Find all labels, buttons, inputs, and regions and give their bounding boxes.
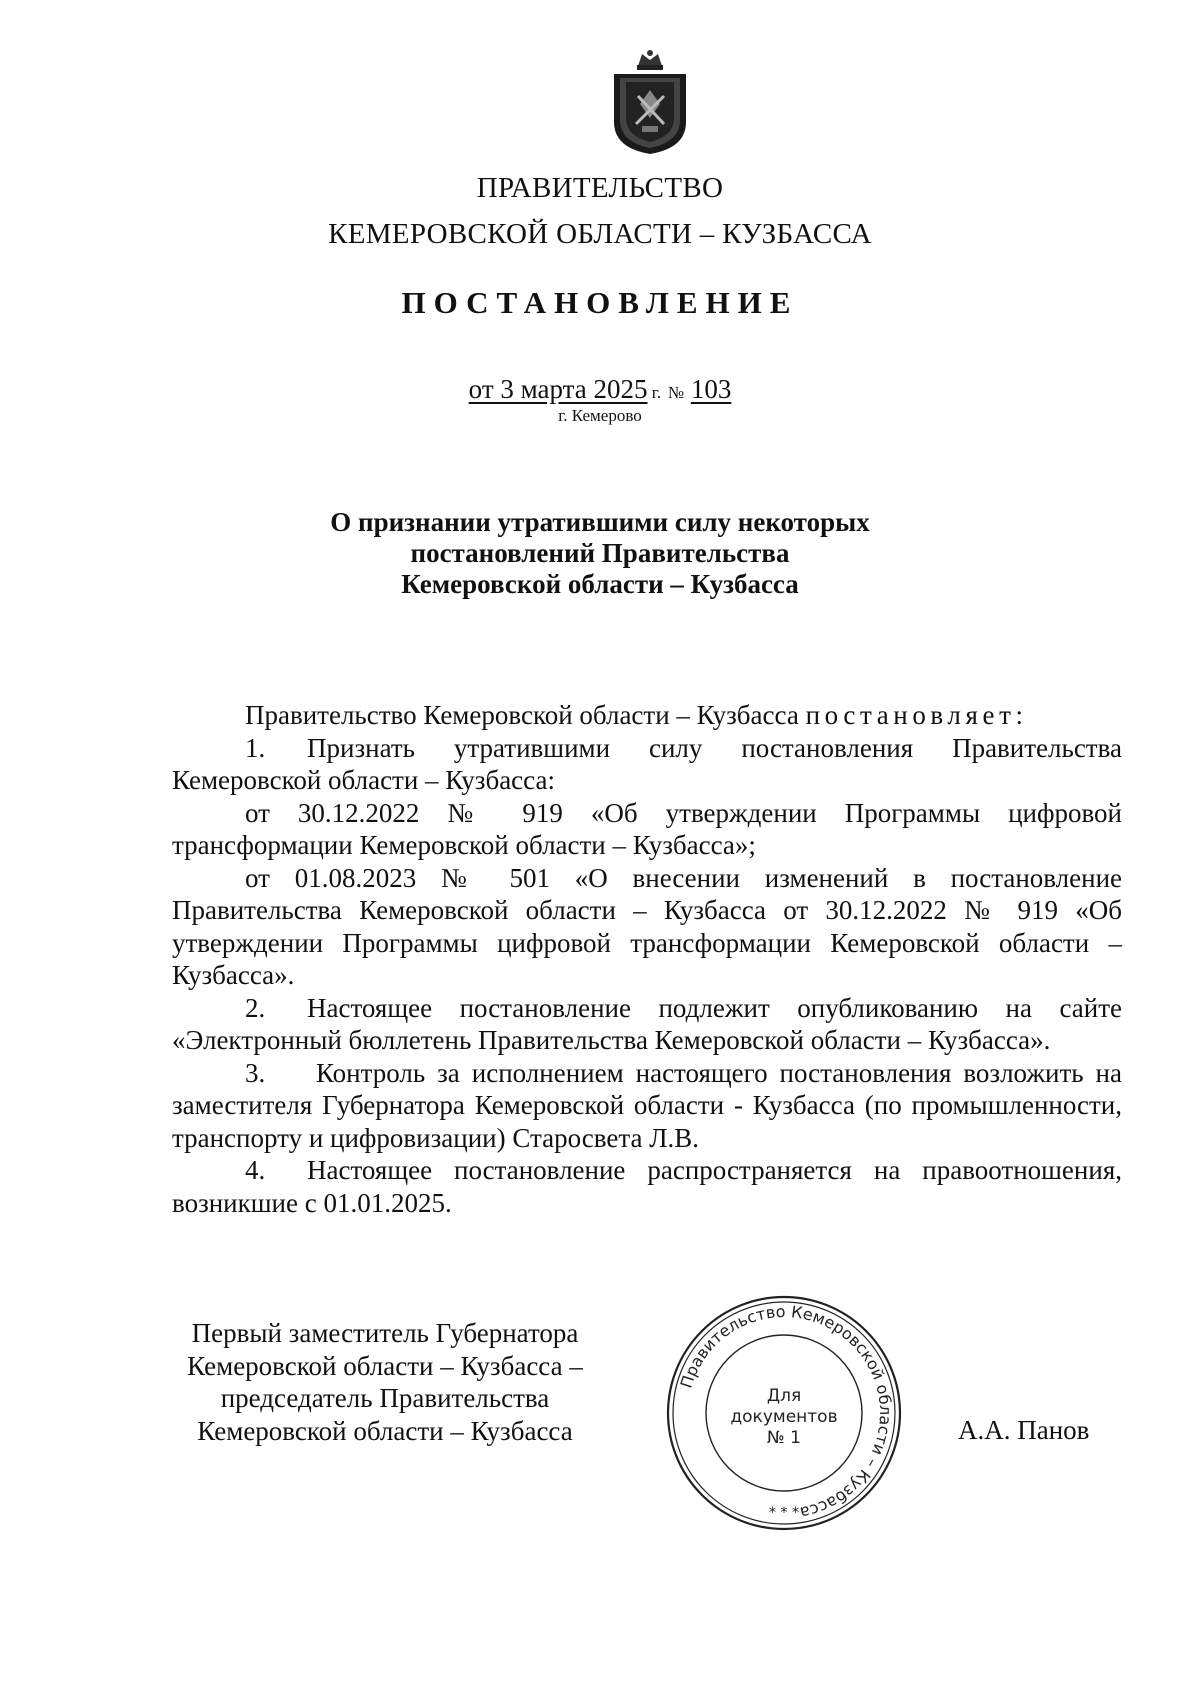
- number-sign: №: [667, 383, 685, 402]
- signatory-title: [160, 1317, 610, 1447]
- org-name-line2: КЕМЕРОВСКОЙ ОБЛАСТИ – КУЗБАССА: [328, 218, 872, 250]
- item-4: 4. Настоящее постановление распространяется на правоотношения, возникшие с 01.01.2025.: [172, 1155, 1122, 1218]
- signatory-title-line3: председатель Правительства: [220, 1383, 550, 1413]
- document-date: от 3 марта 2025: [468, 374, 648, 404]
- item-2: 2. Настоящее постановление подлежит опубликованию на сайте «Электронный бюллетень Правительства Кемеровской области – Кузбасса».: [172, 992, 1122, 1055]
- subject-line3: Кемеровской области – Кузбасса: [401, 569, 799, 599]
- coat-of-arms-icon: [608, 48, 692, 156]
- seal-center-text: [664, 1386, 904, 1449]
- signatory-title-line1: Первый заместитель Губернатора: [191, 1318, 579, 1348]
- subject-line2: постановлений Правительства: [410, 538, 790, 568]
- year-suffix: г.: [647, 383, 662, 402]
- document-type-title: ПОСТАНОВЛЕНИЕ: [401, 285, 799, 320]
- signatory-name: А.А. Панов: [958, 1415, 1090, 1445]
- document-subject: [300, 507, 900, 600]
- org-name-line1: ПРАВИТЕЛЬСТВО: [476, 172, 724, 204]
- subject-line1: О признании утратившими силу некоторых: [330, 507, 870, 537]
- document-number: 103: [690, 374, 732, 404]
- seal-ring-text: Правительство Кемеровской области – Кузбасса: [676, 1301, 896, 1523]
- seal-center-line2: документов: [730, 1407, 838, 1427]
- signatory-title-line4: Кемеровской области – Кузбасса: [197, 1415, 573, 1446]
- seal-stars: * * *: [769, 1505, 799, 1521]
- item-1b: от 01.08.2023 № 501 «О внесении изменений в постановление Правительства Кемеровской области – Кузбасса от 30.12.2022 № 919 «Об утверждении Программы цифровой трансформации Кемеровской области – Кузбасса».: [172, 862, 1122, 990]
- item-1a: от 30.12.2022 № 919 «Об утверждении Программы цифровой трансформации Кемеровской области – Кузбасса»;: [172, 797, 1122, 860]
- intro-paragraph: Правительство Кемеровской области – Кузбасса постановляет:: [245, 700, 1024, 730]
- issue-city: г. Кемерово: [558, 406, 642, 425]
- item-1: 1. Признать утратившими силу постановления Правительства Кемеровской области – Кузбасса:: [172, 732, 1122, 795]
- intro-spaced-word: постановляет: [805, 700, 1016, 730]
- seal-center-line3: № 1: [767, 1428, 801, 1448]
- date-number-line: [0, 374, 1200, 405]
- document-body: [172, 699, 1122, 1219]
- seal-center-line1: Для: [766, 1386, 802, 1406]
- item-3: 3. Контроль за исполнением настоящего постановления возложить на заместителя Губернатора Кемеровской области - Кузбасса (по промышленности, транспорту и цифровизации) Старосвета Л.В.: [172, 1057, 1122, 1153]
- signatory-title-line2: Кемеровской области – Кузбасса –: [187, 1350, 583, 1381]
